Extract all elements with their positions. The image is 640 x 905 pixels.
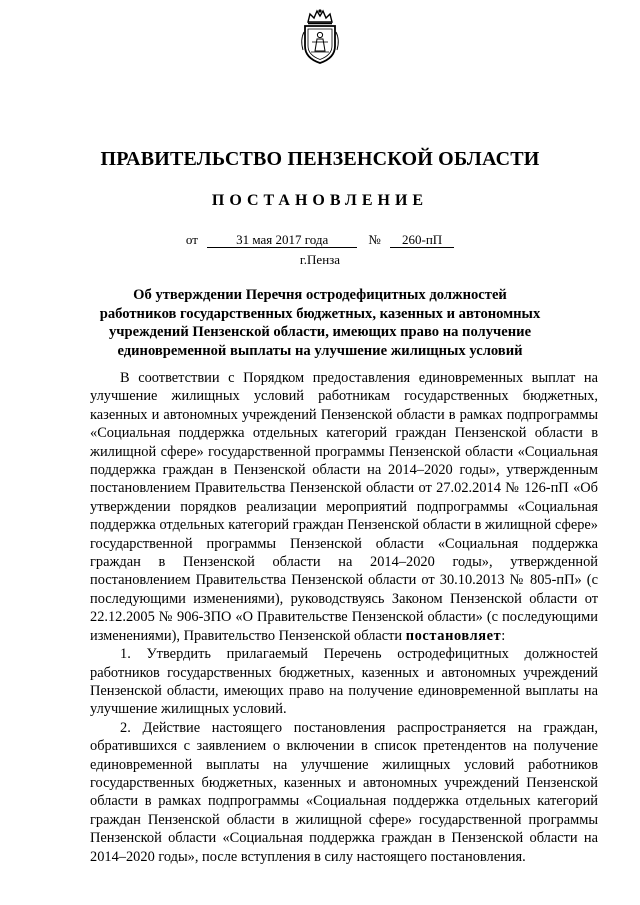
resolve-keyword: постановляет	[405, 627, 502, 644]
item-paragraph: 2. Действие настоящего постановления распространяется на граждан, обратившихся с заявлением о включении в список претендентов на получение единовременной выплаты на улучшение жилищных условий работников государственных бюджетных, казенных и автономных учреждений Пензенской области в рамках подпрограммы «Социальная поддержка отдельных категорий граждан Пензенской области в жилищной сфере» государственной программы Пензенской области «Социальная поддержка граждан в Пензенской области на 2014–2020 годы», после вступления в силу настоящего постановления.	[90, 719, 598, 865]
item-paragraph: 1. Утвердить прилагаемый Перечень остродефицитных должностей работников государственных бюджетных, казенных и автономных учреждений Пензенской области, имеющих право на получение единовременной выплаты на улучшение жилищных условий.	[90, 646, 598, 718]
preamble-text: В соответствии с Порядком предоставления единовременных выплат на улучшение жилищных условий работникам государственных бюджетных, казенных и автономных учреждений Пензенской области в рамках подпрограммы «Социальная поддержка отдельных категорий граждан Пензенской области в жилищной сфере» государственной программы Пензенской области «Социальная поддержка граждан в Пензенской области на 2014–2020 годы», утвержденным постановлением Правительства Пензенской области от 27.02.2014 № 126-пП «Об утверждении порядков реализации мероприятий подпрограммы «Социальная поддержка отдельных категорий граждан Пензенской области в жилищной сфере» государственной программы Пензенской области «Социальная поддержка граждан в Пензенской области на 2014–2020 годы», утвержденной постановлением Правительства Пензенской области от 30.10.2013 № 805-пП» (с последующими изменениями), руководствуясь Законом Пензенской области от 22.12.2005 № 906-ЗПО «О Правительстве Пензенской области» (с последующими изменениями), Правительство Пензенской области	[90, 370, 598, 644]
preamble-end: :	[501, 627, 506, 644]
document-title: Об утверждении Перечня остродефицитных должностей работников государственных бюджетных, казенных и автономных учреждений Пензенской области, имеющих право на получение единовременной выплаты на улучшение жилищных условий	[99, 287, 541, 359]
document-date: 31 мая 2017 года	[207, 233, 357, 248]
preamble-paragraph	[90, 369, 598, 645]
document-city: г.Пенза	[299, 252, 341, 267]
coat-of-arms-icon	[298, 8, 342, 66]
date-number-line	[0, 232, 640, 248]
document-number: 260-пП	[390, 233, 454, 248]
document-type: ПОСТАНОВЛЕНИЕ	[211, 192, 429, 209]
organization-name: ПРАВИТЕЛЬСТВО ПЕНЗЕНСКОЙ ОБЛАСТИ	[100, 148, 540, 170]
document-body	[90, 369, 598, 866]
date-prefix: от	[185, 232, 198, 247]
number-prefix: №	[368, 232, 381, 247]
